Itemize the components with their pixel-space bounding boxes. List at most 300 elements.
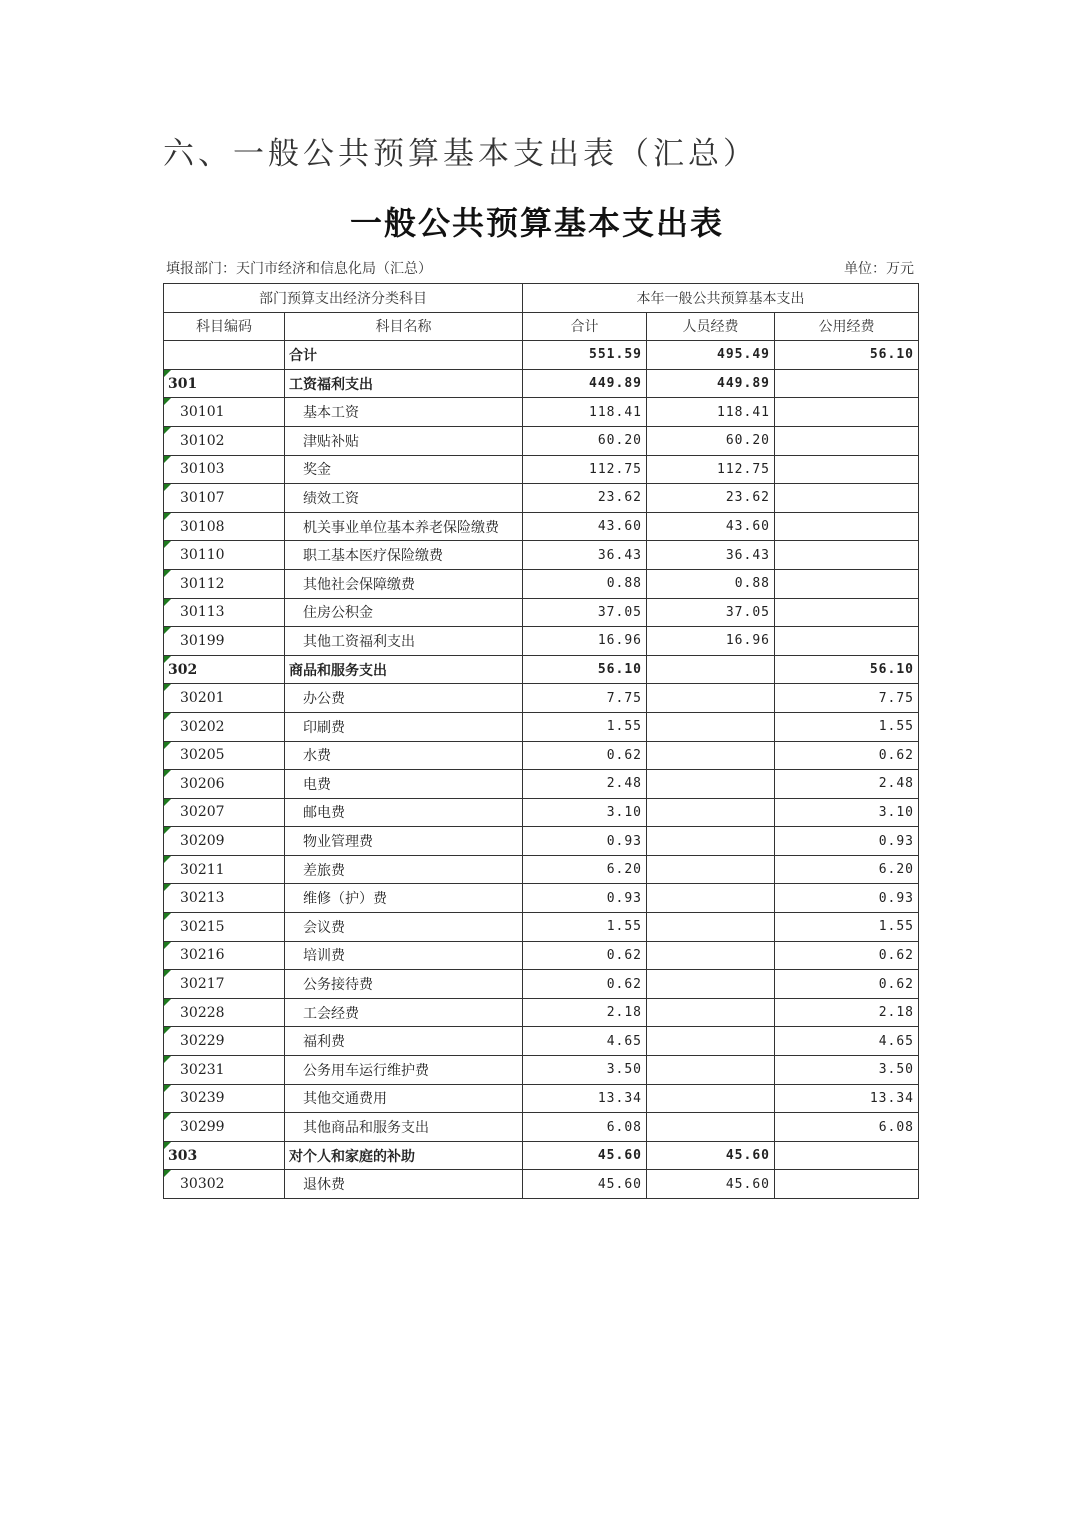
cell-name-text: 会议费	[303, 919, 345, 936]
cell-public-text: 13.34	[869, 1090, 914, 1106]
cell-name	[285, 341, 523, 370]
cell-name	[285, 627, 523, 656]
table-row	[164, 398, 919, 427]
cell-marker-icon	[164, 370, 171, 377]
cell-total	[523, 341, 647, 370]
cell-public	[775, 741, 919, 770]
cell-total-text: 56.10	[597, 662, 642, 678]
cell-total	[523, 712, 647, 741]
cell-total-text: 23.62	[597, 490, 642, 506]
cell-code-text: 30207	[180, 804, 225, 821]
cell-personnel	[647, 541, 775, 570]
cell-name	[285, 1084, 523, 1113]
cell-name	[285, 484, 523, 513]
cell-marker-icon	[164, 742, 171, 749]
table-row	[164, 1170, 919, 1199]
cell-public	[775, 569, 919, 598]
cell-personnel	[647, 1170, 775, 1199]
cell-marker-icon	[164, 627, 171, 634]
cell-personnel	[647, 598, 775, 627]
cell-total	[523, 512, 647, 541]
table-row	[164, 1056, 919, 1085]
cell-total	[523, 741, 647, 770]
cell-marker-icon	[164, 1085, 171, 1092]
cell-marker-icon	[164, 541, 171, 548]
cell-total-text: 0.62	[606, 947, 642, 963]
cell-code-text: 30215	[180, 918, 225, 935]
table-row	[164, 341, 919, 370]
cell-name-text: 其他商品和服务支出	[303, 1120, 429, 1137]
cell-code-text: 30302	[180, 1176, 225, 1193]
header-group-row	[164, 284, 919, 313]
cell-code	[164, 398, 285, 427]
cell-personnel	[647, 655, 775, 684]
cell-public	[775, 598, 919, 627]
cell-total-text: 36.43	[597, 547, 642, 563]
cell-public	[775, 541, 919, 570]
cell-public-text: 0.62	[878, 747, 914, 763]
cell-personnel	[647, 970, 775, 999]
cell-total-text: 4.65	[606, 1033, 642, 1049]
table-row	[164, 913, 919, 942]
cell-code-text: 30199	[180, 632, 225, 649]
cell-code-text: 30112	[180, 575, 225, 592]
cell-name	[285, 1113, 523, 1142]
cell-marker-icon	[164, 884, 171, 891]
cell-public	[775, 426, 919, 455]
cell-code	[164, 684, 285, 713]
cell-code-text: 30213	[180, 890, 225, 907]
cell-code	[164, 884, 285, 913]
cell-total	[523, 1141, 647, 1170]
cell-code	[164, 1027, 285, 1056]
cell-public-text: 6.08	[878, 1119, 914, 1135]
cell-total	[523, 1084, 647, 1113]
cell-public-text: 1.55	[878, 719, 914, 735]
cell-personnel	[647, 1027, 775, 1056]
cell-personnel-text: 37.05	[725, 604, 770, 620]
cell-code-text: 30216	[180, 947, 225, 964]
cell-name-text: 差旅费	[303, 862, 345, 879]
cell-public	[775, 1113, 919, 1142]
cell-name-text: 津贴补贴	[303, 433, 359, 450]
cell-personnel	[647, 941, 775, 970]
cell-marker-icon	[164, 999, 171, 1006]
cell-personnel	[647, 913, 775, 942]
cell-personnel	[647, 855, 775, 884]
cell-total-text: 2.48	[606, 776, 642, 792]
cell-code	[164, 970, 285, 999]
cell-name-text: 物业管理费	[303, 834, 373, 851]
cell-code-text: 30110	[180, 547, 225, 564]
cell-name-text: 商品和服务支出	[289, 662, 387, 679]
cell-public	[775, 1170, 919, 1199]
cell-personnel	[647, 998, 775, 1027]
cell-code	[164, 941, 285, 970]
cell-marker-icon	[164, 713, 171, 720]
cell-total	[523, 569, 647, 598]
cell-total-text: 37.05	[597, 604, 642, 620]
cell-total	[523, 913, 647, 942]
cell-total	[523, 1113, 647, 1142]
header-group-right: 本年一般公共预算基本支出	[523, 284, 919, 313]
cell-total-text: 16.96	[597, 633, 642, 649]
cell-code	[164, 627, 285, 656]
header-total: 合计	[523, 312, 647, 341]
cell-code	[164, 541, 285, 570]
cell-public	[775, 341, 919, 370]
cell-public-text: 56.10	[869, 347, 914, 363]
table-row	[164, 827, 919, 856]
cell-personnel	[647, 341, 775, 370]
table-row	[164, 770, 919, 799]
cell-public-text: 2.48	[878, 776, 914, 792]
cell-marker-icon	[164, 484, 171, 491]
header-group-left: 部门预算支出经济分类科目	[164, 284, 523, 313]
cell-public	[775, 627, 919, 656]
cell-marker-icon	[164, 656, 171, 663]
cell-personnel	[647, 369, 775, 398]
cell-name	[285, 827, 523, 856]
cell-total-text: 112.75	[589, 461, 642, 477]
cell-personnel	[647, 627, 775, 656]
cell-marker-icon	[164, 1142, 171, 1149]
cell-public	[775, 512, 919, 541]
cell-code	[164, 598, 285, 627]
cell-name-text: 职工基本医疗保险缴费	[303, 548, 443, 565]
cell-public	[775, 1027, 919, 1056]
cell-name-text: 住房公积金	[303, 605, 373, 622]
cell-marker-icon	[164, 456, 171, 463]
table-row	[164, 798, 919, 827]
cell-marker-icon	[164, 770, 171, 777]
cell-public	[775, 684, 919, 713]
cell-name	[285, 684, 523, 713]
cell-personnel-text: 60.20	[725, 433, 770, 449]
cell-public-text: 56.10	[869, 662, 914, 678]
cell-code-text: 30101	[180, 404, 225, 421]
cell-total-text: 0.62	[606, 747, 642, 763]
cell-name	[285, 770, 523, 799]
cell-name-text: 福利费	[303, 1034, 345, 1051]
table-row	[164, 741, 919, 770]
cell-marker-icon	[164, 599, 171, 606]
cell-name-text: 电费	[303, 776, 331, 793]
cell-personnel	[647, 512, 775, 541]
cell-public-text: 6.20	[878, 862, 914, 878]
cell-public	[775, 655, 919, 684]
cell-name	[285, 741, 523, 770]
header-column-row	[164, 312, 919, 341]
cell-personnel-text: 45.60	[725, 1148, 770, 1164]
cell-name	[285, 970, 523, 999]
cell-total	[523, 1170, 647, 1199]
cell-name	[285, 455, 523, 484]
cell-marker-icon	[164, 970, 171, 977]
cell-code-text: 302	[168, 661, 198, 678]
cell-marker-icon	[164, 827, 171, 834]
cell-code	[164, 512, 285, 541]
cell-marker-icon	[164, 684, 171, 691]
cell-total-text: 60.20	[597, 433, 642, 449]
cell-total-text: 13.34	[597, 1090, 642, 1106]
cell-total-text: 6.20	[606, 862, 642, 878]
cell-public	[775, 884, 919, 913]
cell-public	[775, 1141, 919, 1170]
cell-total-text: 551.59	[589, 347, 642, 363]
cell-name-text: 工资福利支出	[289, 376, 373, 393]
cell-total	[523, 798, 647, 827]
cell-name-text: 邮电费	[303, 805, 345, 822]
cell-personnel	[647, 1113, 775, 1142]
cell-name-text: 合计	[289, 347, 317, 364]
cell-public	[775, 798, 919, 827]
cell-total	[523, 998, 647, 1027]
cell-total-text: 449.89	[589, 376, 642, 392]
table-row	[164, 512, 919, 541]
cell-name-text: 奖金	[303, 462, 331, 479]
table-title: 一般公共预算基本支出表	[349, 204, 724, 242]
cell-personnel-text: 495.49	[717, 347, 770, 363]
cell-public-text: 7.75	[878, 690, 914, 706]
cell-code	[164, 1113, 285, 1142]
cell-public-text: 0.62	[878, 947, 914, 963]
cell-total-text: 0.93	[606, 833, 642, 849]
cell-total	[523, 655, 647, 684]
cell-code-text: 30102	[180, 432, 225, 449]
cell-marker-icon	[164, 1170, 171, 1177]
cell-public-text: 2.18	[878, 1005, 914, 1021]
table-row	[164, 541, 919, 570]
cell-total-text: 6.08	[606, 1119, 642, 1135]
cell-marker-icon	[164, 427, 171, 434]
cell-total-text: 0.88	[606, 576, 642, 592]
table-row	[164, 627, 919, 656]
table-row	[164, 569, 919, 598]
cell-code-text: 30217	[180, 976, 225, 993]
cell-name-text: 培训费	[303, 948, 345, 965]
cell-total	[523, 1027, 647, 1056]
cell-code-text: 30201	[180, 690, 225, 707]
cell-personnel-text: 36.43	[725, 547, 770, 563]
cell-code	[164, 484, 285, 513]
cell-code	[164, 712, 285, 741]
cell-name-text: 机关事业单位基本养老保险缴费	[303, 519, 499, 536]
table-row	[164, 941, 919, 970]
cell-name	[285, 855, 523, 884]
cell-name-text: 工会经费	[303, 1005, 359, 1022]
cell-total-text: 118.41	[589, 404, 642, 420]
cell-total	[523, 627, 647, 656]
cell-public	[775, 455, 919, 484]
cell-name-text: 办公费	[303, 691, 345, 708]
cell-personnel-text: 43.60	[725, 519, 770, 535]
cell-personnel-text: 23.62	[725, 490, 770, 506]
cell-code	[164, 1141, 285, 1170]
cell-personnel-text: 16.96	[725, 633, 770, 649]
cell-name	[285, 569, 523, 598]
cell-public	[775, 998, 919, 1027]
cell-name	[285, 426, 523, 455]
cell-marker-icon	[164, 856, 171, 863]
cell-code-text: 30206	[180, 775, 225, 792]
cell-personnel	[647, 798, 775, 827]
cell-total	[523, 884, 647, 913]
table-row	[164, 855, 919, 884]
cell-name-text: 退休费	[303, 1177, 345, 1194]
cell-public-text: 0.62	[878, 976, 914, 992]
cell-code-text: 30103	[180, 461, 225, 478]
cell-total	[523, 827, 647, 856]
cell-total	[523, 426, 647, 455]
table-row	[164, 970, 919, 999]
table-row	[164, 1084, 919, 1113]
cell-code-text: 30228	[180, 1004, 225, 1021]
table-row	[164, 598, 919, 627]
cell-personnel	[647, 827, 775, 856]
header-personnel: 人员经费	[647, 312, 775, 341]
cell-total-text: 45.60	[597, 1176, 642, 1192]
cell-marker-icon	[164, 799, 171, 806]
cell-personnel	[647, 455, 775, 484]
cell-total	[523, 455, 647, 484]
cell-code-text: 30211	[180, 861, 225, 878]
cell-personnel-text: 112.75	[717, 461, 770, 477]
cell-public	[775, 970, 919, 999]
cell-total	[523, 1056, 647, 1085]
cell-name-text: 绩效工资	[303, 490, 359, 507]
cell-total-text: 3.50	[606, 1062, 642, 1078]
table-row	[164, 712, 919, 741]
table-row	[164, 655, 919, 684]
cell-code-text: 30209	[180, 833, 225, 850]
cell-total-text: 3.10	[606, 804, 642, 820]
cell-public-text: 3.10	[878, 804, 914, 820]
cell-code-text: 30231	[180, 1061, 225, 1078]
cell-personnel	[647, 770, 775, 799]
cell-code-text: 30229	[180, 1033, 225, 1050]
cell-code-text: 303	[168, 1147, 198, 1164]
cell-public	[775, 913, 919, 942]
cell-total-text: 1.55	[606, 919, 642, 935]
cell-code	[164, 770, 285, 799]
table-row	[164, 1141, 919, 1170]
cell-personnel	[647, 684, 775, 713]
cell-marker-icon	[164, 513, 171, 520]
cell-name	[285, 1141, 523, 1170]
cell-code-text: 30113	[180, 604, 225, 621]
cell-public-text: 0.93	[878, 890, 914, 906]
cell-name	[285, 541, 523, 570]
cell-public	[775, 770, 919, 799]
cell-marker-icon	[164, 1113, 171, 1120]
cell-total	[523, 369, 647, 398]
cell-total	[523, 684, 647, 713]
cell-total-text: 43.60	[597, 519, 642, 535]
cell-code-text: 301	[168, 375, 198, 392]
cell-code	[164, 741, 285, 770]
cell-public	[775, 855, 919, 884]
cell-total	[523, 598, 647, 627]
cell-total-text: 45.60	[597, 1148, 642, 1164]
cell-total-text: 2.18	[606, 1005, 642, 1021]
cell-code	[164, 569, 285, 598]
cell-code	[164, 913, 285, 942]
cell-total	[523, 941, 647, 970]
cell-total-text: 7.75	[606, 690, 642, 706]
cell-total-text: 1.55	[606, 719, 642, 735]
cell-code	[164, 655, 285, 684]
cell-name-text: 其他社会保障缴费	[303, 576, 415, 593]
cell-personnel	[647, 884, 775, 913]
cell-total-text: 0.93	[606, 890, 642, 906]
header-code: 科目编码	[164, 312, 285, 341]
budget-table	[163, 283, 919, 1199]
cell-code	[164, 369, 285, 398]
cell-code-text: 30108	[180, 518, 225, 535]
cell-total	[523, 398, 647, 427]
table-row	[164, 1027, 919, 1056]
cell-public	[775, 1084, 919, 1113]
cell-code	[164, 998, 285, 1027]
cell-total	[523, 770, 647, 799]
cell-marker-icon	[164, 942, 171, 949]
cell-name	[285, 998, 523, 1027]
cell-name	[285, 798, 523, 827]
cell-name	[285, 655, 523, 684]
cell-public-text: 0.93	[878, 833, 914, 849]
cell-total	[523, 541, 647, 570]
cell-public-text: 1.55	[878, 919, 914, 935]
cell-public	[775, 941, 919, 970]
cell-code-text: 30202	[180, 718, 225, 735]
table-row	[164, 426, 919, 455]
cell-code-text: 30205	[180, 747, 225, 764]
cell-total	[523, 484, 647, 513]
cell-name	[285, 1056, 523, 1085]
cell-code-text: 30107	[180, 489, 225, 506]
cell-name-text: 印刷费	[303, 719, 345, 736]
table-row	[164, 884, 919, 913]
unit-label: 单位：万元	[844, 261, 914, 277]
table-row	[164, 455, 919, 484]
cell-total	[523, 855, 647, 884]
cell-marker-icon	[164, 1027, 171, 1034]
cell-code-text: 30239	[180, 1090, 225, 1107]
cell-code	[164, 341, 285, 370]
cell-name-text: 其他工资福利支出	[303, 633, 415, 650]
cell-personnel	[647, 426, 775, 455]
cell-personnel	[647, 1056, 775, 1085]
cell-code	[164, 1084, 285, 1113]
cell-personnel-text: 45.60	[725, 1176, 770, 1192]
cell-personnel	[647, 1141, 775, 1170]
cell-name	[285, 712, 523, 741]
cell-name	[285, 941, 523, 970]
cell-code	[164, 1056, 285, 1085]
cell-name	[285, 913, 523, 942]
cell-code-text: 30299	[180, 1119, 225, 1136]
cell-name-text: 基本工资	[303, 405, 359, 422]
cell-name-text: 其他交通费用	[303, 1091, 387, 1108]
cell-personnel-text: 0.88	[734, 576, 770, 592]
cell-name	[285, 884, 523, 913]
cell-personnel-text: 449.89	[717, 376, 770, 392]
cell-name	[285, 598, 523, 627]
cell-public	[775, 712, 919, 741]
department-label: 填报部门：天门市经济和信息化局（汇总）	[166, 261, 432, 277]
cell-name-text: 对个人和家庭的补助	[289, 1148, 415, 1165]
